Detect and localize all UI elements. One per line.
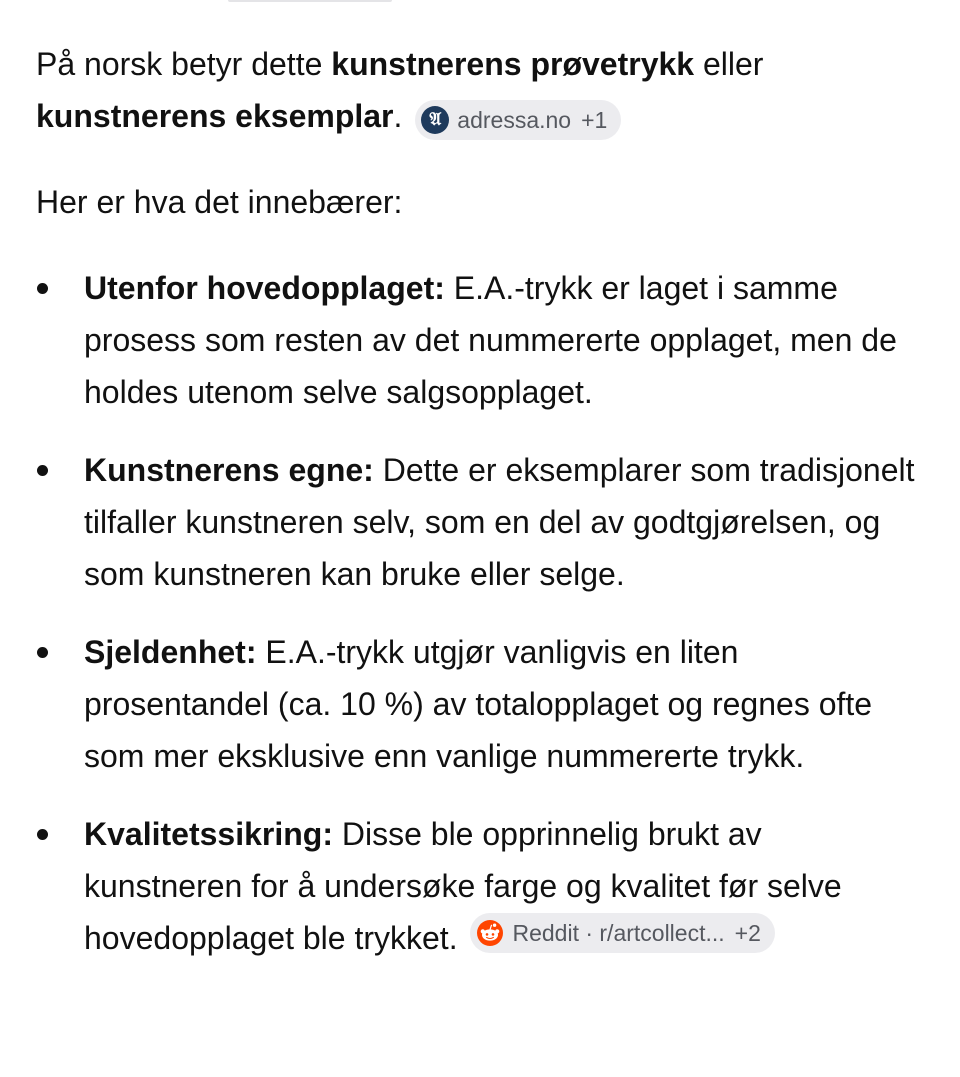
intro-term-1: kunstnerens prøvetrykk xyxy=(331,46,695,82)
adressa-logo-icon: 𝔄 xyxy=(421,106,449,134)
bullet-text: E.A.-trykk utgjør vanligvis en liten prosentandel (ca. 10 %) av totalopplaget og regnes ofte som mer eksklusive enn vanlige nummererte trykk. xyxy=(84,634,873,774)
list-item xyxy=(36,808,926,964)
citation-source: adressa.no xyxy=(457,107,572,133)
citation-chip-adressa[interactable] xyxy=(415,100,621,140)
list-item xyxy=(36,262,926,418)
explanation-lead: Her er hva det innebærer: xyxy=(36,184,403,220)
citation-extra-count: +1 xyxy=(581,107,608,133)
bullet-heading: Kvalitetssikring: xyxy=(84,816,333,852)
list-item xyxy=(36,444,926,600)
answer-content xyxy=(36,38,926,990)
bullet-text: Disse ble opprinnelig brukt av kunstneren for å undersøke farge og kvalitet før selve hovedopplaget ble trykket. xyxy=(84,816,842,956)
intro-paragraph xyxy=(36,38,926,142)
bullet-heading: Kunstnerens egne: xyxy=(84,452,374,488)
citation-source: Reddit · r/artcollect... xyxy=(512,920,725,946)
intro-end: . xyxy=(393,98,403,134)
bullet-text: E.A.-trykk er laget i samme prosess som resten av det nummererte opplaget, men de holdes utenom selve salgsopplaget. xyxy=(84,270,897,410)
top-handle xyxy=(228,0,392,2)
bullet-text: Dette er eksemplarer som tradisjonelt tilfaller kunstneren selv, som en del av godtgjørelsen, og som kunstneren kan bruke eller selge. xyxy=(84,452,915,592)
intro-middle: eller xyxy=(694,46,764,82)
list-item xyxy=(36,626,926,782)
reddit-logo-icon xyxy=(476,919,504,947)
citation-extra-count: +2 xyxy=(734,920,761,946)
citation-chip-reddit[interactable] xyxy=(470,913,774,953)
intro-term-2: kunstnerens eksemplar xyxy=(36,98,394,134)
bullet-heading: Sjeldenhet: xyxy=(84,634,257,670)
bullet-list xyxy=(36,262,926,964)
intro-lead: På norsk betyr dette xyxy=(36,46,332,82)
bullet-heading: Utenfor hovedopplaget: xyxy=(84,270,445,306)
